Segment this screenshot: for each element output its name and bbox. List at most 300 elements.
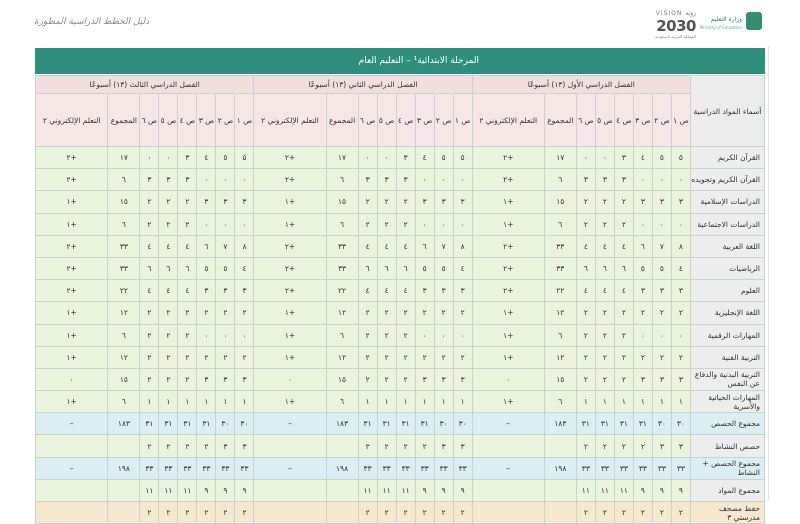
- grade-cell: ٢: [614, 324, 633, 346]
- elearning-cell: +١: [472, 346, 544, 368]
- total-cell: ٢٢: [544, 280, 576, 302]
- grade-cell: ٢: [197, 302, 216, 324]
- elearning-cell: +٢: [36, 147, 108, 169]
- elearning-cell: [472, 479, 544, 501]
- elearning-cell: +١: [472, 213, 544, 235]
- grade-cell: ٢: [671, 346, 690, 368]
- grade-cell: ٥: [434, 147, 453, 169]
- grade-cell: ٢: [595, 368, 614, 390]
- grade-cell: ٩: [216, 479, 235, 501]
- grade-cell: ٠: [216, 324, 235, 346]
- subject-name: القرآن الكريم وتجويده: [690, 169, 764, 191]
- total-cell: [326, 435, 358, 457]
- ministry-sub: Ministry of Education: [699, 25, 742, 30]
- grade-cell: ٤: [197, 147, 216, 169]
- grade-cell: ٣: [235, 191, 254, 213]
- grade-cell: ٢: [358, 324, 377, 346]
- grade-cell: ٢: [358, 191, 377, 213]
- grade-cell: ٢: [358, 302, 377, 324]
- total-cell: ٦: [108, 391, 140, 413]
- total-cell: ٦: [326, 169, 358, 191]
- grade-cell: ٤: [633, 147, 652, 169]
- grade-cell: ٢: [576, 346, 595, 368]
- column-header-sem1-3: ص ٣: [633, 94, 652, 147]
- grade-cell: ٢: [576, 213, 595, 235]
- grade-cell: ٠: [633, 213, 652, 235]
- grade-cell: ٣: [159, 169, 178, 191]
- grade-cell: ١: [434, 391, 453, 413]
- grade-cell: ٣: [358, 169, 377, 191]
- grade-cell: ٣: [652, 368, 671, 390]
- grade-cell: ٥: [633, 257, 652, 279]
- total-cell: ١٢: [108, 346, 140, 368]
- column-header-sem3-8: التعلم الإلكتروني ٢: [36, 94, 108, 147]
- grade-cell: ٢: [178, 368, 197, 390]
- subject-row: [36, 280, 765, 302]
- grade-cell: ٣: [633, 280, 652, 302]
- grade-cell: ٤: [140, 235, 159, 257]
- grade-cell: ٨: [671, 235, 690, 257]
- grade-cell: ٣١: [178, 413, 197, 435]
- grade-cell: ٢: [396, 346, 415, 368]
- column-header-sem1-5: ص ٥: [595, 94, 614, 147]
- total-cell: ١٨٣: [326, 413, 358, 435]
- grade-cell: ١١: [358, 479, 377, 501]
- total-cell: ١٩٨: [326, 457, 358, 479]
- grade-cell: ٢: [197, 435, 216, 457]
- grade-cell: ١١: [159, 479, 178, 501]
- grade-cell: ٢: [178, 324, 197, 346]
- grade-cell: ٤: [396, 280, 415, 302]
- elearning-cell: +١: [254, 302, 326, 324]
- grade-cell: ٢: [377, 368, 396, 390]
- elearning-cell: ٠: [36, 368, 108, 390]
- grade-cell: ٠: [197, 324, 216, 346]
- grade-cell: ٠: [159, 147, 178, 169]
- grade-cell: ٣٣: [358, 457, 377, 479]
- elearning-cell: +١: [36, 391, 108, 413]
- grade-cell: ٢: [235, 302, 254, 324]
- grade-cell: ٢: [576, 502, 595, 524]
- grade-cell: ٣: [396, 147, 415, 169]
- grade-cell: ٣: [178, 147, 197, 169]
- grade-cell: ٢: [159, 435, 178, 457]
- elearning-cell: +١: [472, 391, 544, 413]
- total-cell: ١٨٣: [544, 413, 576, 435]
- grade-cell: ٣١: [377, 413, 396, 435]
- grade-cell: ٣٣: [159, 457, 178, 479]
- grade-cell: ٢: [396, 435, 415, 457]
- total-cell: ٣٣: [108, 235, 140, 257]
- grade-cell: ١: [197, 391, 216, 413]
- grade-cell: ٢: [576, 191, 595, 213]
- subject-row: [36, 257, 765, 279]
- column-header-sem3-5: ص ٥: [159, 94, 178, 147]
- grade-cell: ٢: [595, 324, 614, 346]
- grade-cell: ٣: [235, 368, 254, 390]
- subject-row: [36, 435, 765, 457]
- grade-cell: ٢: [614, 213, 633, 235]
- column-header-sem2-3: ص ٣: [415, 94, 434, 147]
- grade-cell: ٦: [197, 235, 216, 257]
- grade-cell: ١١: [576, 479, 595, 501]
- elearning-cell: +٢: [254, 257, 326, 279]
- total-cell: ١٩٨: [544, 457, 576, 479]
- grade-cell: ٣٣: [216, 457, 235, 479]
- grade-cell: ٢: [159, 302, 178, 324]
- grade-cell: ٢: [140, 502, 159, 524]
- grade-cell: ٤: [377, 235, 396, 257]
- grade-cell: ٢: [671, 502, 690, 524]
- grade-cell: ٠: [595, 147, 614, 169]
- elearning-cell: +١: [254, 391, 326, 413]
- total-cell: ١٧: [544, 147, 576, 169]
- grade-cell: ٣٣: [576, 457, 595, 479]
- grade-cell: ٣٠: [453, 413, 472, 435]
- grade-cell: ٣: [671, 368, 690, 390]
- grade-cell: ٣: [434, 368, 453, 390]
- grade-cell: ٠: [671, 324, 690, 346]
- grade-cell: ٣٣: [595, 457, 614, 479]
- grade-cell: ٢: [140, 368, 159, 390]
- grade-cell: ٢: [178, 435, 197, 457]
- subject-row: [36, 502, 765, 524]
- total-cell: ١٢: [326, 346, 358, 368]
- grade-cell: ٣: [434, 435, 453, 457]
- grade-cell: ٩: [633, 479, 652, 501]
- grade-cell: ٢: [595, 213, 614, 235]
- grade-cell: ٣: [415, 280, 434, 302]
- grade-cell: ٣٠: [652, 413, 671, 435]
- grade-cell: ٠: [216, 169, 235, 191]
- grade-cell: ٢: [178, 191, 197, 213]
- vision-2030-logo: [638, 10, 696, 40]
- grade-cell: ٤: [415, 147, 434, 169]
- grade-cell: ٩: [671, 479, 690, 501]
- total-cell: ١٧: [326, 147, 358, 169]
- grade-cell: ٢: [633, 435, 652, 457]
- total-cell: ٣٣: [326, 235, 358, 257]
- grade-cell: ٥: [197, 257, 216, 279]
- grade-cell: ١: [415, 391, 434, 413]
- grade-cell: ٦: [377, 257, 396, 279]
- total-cell: ٣٣: [544, 257, 576, 279]
- elearning-cell: +١: [472, 302, 544, 324]
- column-header-sem3-7: المجموع: [108, 94, 140, 147]
- grade-cell: ٢: [595, 191, 614, 213]
- subject-name: الرياضيات: [690, 257, 764, 279]
- grade-cell: ٠: [415, 213, 434, 235]
- total-cell: ١٢: [326, 302, 358, 324]
- grade-cell: ٤: [595, 280, 614, 302]
- grade-cell: ٣٠: [434, 413, 453, 435]
- elearning-cell: [254, 502, 326, 524]
- subject-name: حصص النشاط: [690, 435, 764, 457]
- subject-row: [36, 235, 765, 257]
- subject-name: مجموع الحصص + النشاط: [690, 457, 764, 479]
- grade-cell: ١١: [140, 479, 159, 501]
- grade-cell: ٠: [453, 213, 472, 235]
- grade-cell: ٢: [396, 213, 415, 235]
- total-cell: ١٧: [108, 147, 140, 169]
- elearning-cell: +١: [254, 213, 326, 235]
- grade-cell: ١: [140, 391, 159, 413]
- column-header-sem2-1: ص ١: [453, 94, 472, 147]
- total-cell: ١٥: [326, 191, 358, 213]
- grade-cell: ٣: [415, 191, 434, 213]
- total-cell: [108, 502, 140, 524]
- grade-cell: ٤: [595, 235, 614, 257]
- total-cell: ١٥: [108, 368, 140, 390]
- grade-cell: ٣: [216, 435, 235, 457]
- grade-cell: ٣١: [358, 413, 377, 435]
- grade-cell: ٤: [235, 257, 254, 279]
- grade-cell: ٠: [652, 213, 671, 235]
- total-cell: ٦: [544, 169, 576, 191]
- total-cell: ٢٢: [108, 280, 140, 302]
- grade-cell: ٣١: [415, 413, 434, 435]
- subject-row: [36, 191, 765, 213]
- grade-cell: ٠: [576, 147, 595, 169]
- grade-cell: ٦: [614, 257, 633, 279]
- grade-cell: ٦: [358, 257, 377, 279]
- ministry-emblem-icon: [746, 12, 762, 30]
- elearning-cell: [36, 435, 108, 457]
- elearning-cell: +١: [36, 302, 108, 324]
- grade-cell: ١١: [396, 479, 415, 501]
- grade-cell: ٣: [415, 368, 434, 390]
- grade-cell: ٢: [159, 368, 178, 390]
- column-header-sem2-4: ص ٤: [396, 94, 415, 147]
- grade-cell: ٠: [633, 169, 652, 191]
- elearning-cell: +٢: [472, 235, 544, 257]
- subject-row: [36, 368, 765, 390]
- grade-cell: ٦: [159, 257, 178, 279]
- grade-cell: ١: [235, 391, 254, 413]
- total-cell: [544, 479, 576, 501]
- total-cell: ٣٣: [108, 257, 140, 279]
- elearning-cell: +١: [36, 213, 108, 235]
- total-cell: ٣٣: [544, 235, 576, 257]
- vision-logo-sub: المملكة العربية السعودية: [654, 34, 696, 39]
- grade-cell: ٣: [671, 191, 690, 213]
- total-cell: ١٥: [544, 191, 576, 213]
- semester-header-row: [36, 76, 765, 94]
- grade-cell: ٠: [235, 169, 254, 191]
- elearning-cell: +٢: [36, 257, 108, 279]
- grade-cell: ١: [633, 391, 652, 413]
- grade-cell: ٠: [434, 324, 453, 346]
- grade-cell: ٣١: [633, 413, 652, 435]
- grade-cell: ١: [453, 391, 472, 413]
- column-header-sem2-8: التعلم الإلكتروني ٢: [254, 94, 326, 147]
- grade-cell: ٣: [671, 435, 690, 457]
- total-cell: ٢٢: [326, 280, 358, 302]
- total-cell: [108, 479, 140, 501]
- grade-cell: ٠: [235, 213, 254, 235]
- grade-cell: ٣٠: [235, 413, 254, 435]
- subject-row: [36, 324, 765, 346]
- grade-cell: ٢: [235, 346, 254, 368]
- grade-cell: ٣: [235, 435, 254, 457]
- grade-cell: ٤: [576, 280, 595, 302]
- grade-cell: ٢: [377, 213, 396, 235]
- elearning-cell: +٢: [36, 235, 108, 257]
- subject-name: المهارات الرقمية: [690, 324, 764, 346]
- grade-cell: ٧: [652, 235, 671, 257]
- grade-cell: ٠: [453, 169, 472, 191]
- grade-cell: ٢: [576, 368, 595, 390]
- subject-row: [36, 147, 765, 169]
- elearning-cell: +٢: [254, 280, 326, 302]
- grade-cell: ٦: [595, 257, 614, 279]
- grade-cell: ٩: [415, 479, 434, 501]
- grade-cell: ٣: [576, 169, 595, 191]
- column-header-sem2-7: المجموع: [326, 94, 358, 147]
- elearning-cell: ٠: [254, 368, 326, 390]
- elearning-cell: [36, 479, 108, 501]
- grade-cell: ٦: [633, 235, 652, 257]
- grade-cell: ٣٣: [235, 457, 254, 479]
- page-edge-divider: [768, 46, 769, 500]
- grade-cell: ٥: [671, 147, 690, 169]
- grade-cell: ٤: [396, 235, 415, 257]
- total-cell: ٦: [108, 169, 140, 191]
- total-cell: ٦: [108, 213, 140, 235]
- grade-cell: ٥: [216, 257, 235, 279]
- study-plan-body: [36, 147, 765, 524]
- grade-cell: ٣١: [197, 413, 216, 435]
- grade-cell: ٦: [396, 257, 415, 279]
- grade-cell: ٢: [595, 435, 614, 457]
- grade-cell: ٣: [377, 169, 396, 191]
- grade-cell: ٤: [140, 280, 159, 302]
- grade-cell: ٢: [595, 502, 614, 524]
- column-header-sem1-8: التعلم الإلكتروني ٢: [472, 94, 544, 147]
- grade-cell: ٥: [652, 257, 671, 279]
- elearning-cell: –: [36, 413, 108, 435]
- column-header-sem2-2: ص ٢: [434, 94, 453, 147]
- grade-cell: ٣١: [140, 413, 159, 435]
- grade-cell: ٢: [576, 302, 595, 324]
- grade-cell: ٣١: [595, 413, 614, 435]
- grade-cell: ٢: [358, 368, 377, 390]
- grade-cell: ٩: [453, 479, 472, 501]
- grade-cell: ٠: [415, 324, 434, 346]
- grade-cell: ٢: [358, 213, 377, 235]
- grade-cell: ٥: [652, 147, 671, 169]
- grade-cell: ٣: [652, 280, 671, 302]
- column-header-sem3-3: ص ٣: [197, 94, 216, 147]
- grade-cell: ٢: [415, 302, 434, 324]
- grade-cell: ٢: [633, 502, 652, 524]
- total-cell: ٦: [544, 391, 576, 413]
- grade-cell: ٥: [235, 147, 254, 169]
- grade-cell: ٣: [633, 191, 652, 213]
- grade-cell: ٢: [595, 346, 614, 368]
- grade-cell: ٢: [377, 324, 396, 346]
- elearning-cell: +٢: [254, 169, 326, 191]
- grade-cell: ٠: [197, 169, 216, 191]
- grade-cell: ١١: [595, 479, 614, 501]
- elearning-cell: +١: [472, 191, 544, 213]
- grade-cell: ٣٣: [652, 457, 671, 479]
- subject-row: [36, 457, 765, 479]
- grade-cell: ٢: [415, 502, 434, 524]
- guide-title: دليل الخطط الدراسية المطورة: [34, 17, 150, 27]
- grade-cell: ٥: [453, 147, 472, 169]
- grade-cell: ١: [216, 391, 235, 413]
- grade-cell: ٠: [453, 324, 472, 346]
- semester-1-header: الفصل الدراسي الأول (١٣) أسبوعًا: [472, 76, 690, 94]
- column-header-sem3-1: ص ١: [235, 94, 254, 147]
- grade-cell: ٣٣: [633, 457, 652, 479]
- grade-cell: ٠: [633, 324, 652, 346]
- grade-cell: ٢: [159, 502, 178, 524]
- grade-cell: ٤: [614, 235, 633, 257]
- grade-cell: ٠: [140, 147, 159, 169]
- column-header-sem2-5: ص ٥: [377, 94, 396, 147]
- total-cell: ١٢: [108, 302, 140, 324]
- elearning-cell: +٢: [36, 280, 108, 302]
- grade-cell: ٣٣: [434, 457, 453, 479]
- grade-cell: ٢: [159, 324, 178, 346]
- grade-cell: ٢: [434, 302, 453, 324]
- grade-cell: ٢: [159, 213, 178, 235]
- elearning-cell: +٢: [254, 235, 326, 257]
- elearning-cell: +١: [36, 346, 108, 368]
- grade-cell: ٣: [652, 191, 671, 213]
- total-cell: [108, 435, 140, 457]
- grade-cell: ٤: [178, 280, 197, 302]
- grade-cell: ٣٠: [216, 413, 235, 435]
- grade-cell: ٢: [396, 368, 415, 390]
- grade-cell: ٣: [216, 191, 235, 213]
- grade-cell: ٤: [614, 280, 633, 302]
- grade-cell: ٣: [178, 169, 197, 191]
- grade-cell: ٢: [633, 346, 652, 368]
- grade-cell: ٢: [140, 346, 159, 368]
- grade-cell: ٩: [652, 479, 671, 501]
- subject-name: اللغة العربية: [690, 235, 764, 257]
- total-cell: ٣٣: [326, 257, 358, 279]
- grade-cell: ٣: [453, 191, 472, 213]
- grade-cell: ٢: [159, 346, 178, 368]
- grade-cell: ٢: [178, 502, 197, 524]
- grade-cell: ٠: [415, 169, 434, 191]
- subject-name: التربية البدنية والدفاع عن النفس: [690, 368, 764, 390]
- grade-cell: ٢: [633, 302, 652, 324]
- grade-cell: ٥: [216, 147, 235, 169]
- subject-row: [36, 479, 765, 501]
- column-header-sem1-7: المجموع: [544, 94, 576, 147]
- grade-cell: ١١: [377, 479, 396, 501]
- grade-cell: ٢: [197, 502, 216, 524]
- grade-cell: ٢: [377, 502, 396, 524]
- grade-cell: ٣١: [159, 413, 178, 435]
- grade-cell: ١١: [178, 479, 197, 501]
- grade-cell: ٩: [434, 479, 453, 501]
- grade-cell: ٣: [434, 191, 453, 213]
- semester-3-header: الفصل الدراسي الثالث (١٣) أسبوعًا: [36, 76, 254, 94]
- elearning-cell: –: [472, 413, 544, 435]
- grade-cell: ٣: [633, 368, 652, 390]
- grade-cell: ٢: [652, 502, 671, 524]
- grade-cell: ٣: [453, 368, 472, 390]
- elearning-cell: +١: [36, 191, 108, 213]
- grade-cell: ٧: [434, 235, 453, 257]
- grade-cell: ٢: [140, 324, 159, 346]
